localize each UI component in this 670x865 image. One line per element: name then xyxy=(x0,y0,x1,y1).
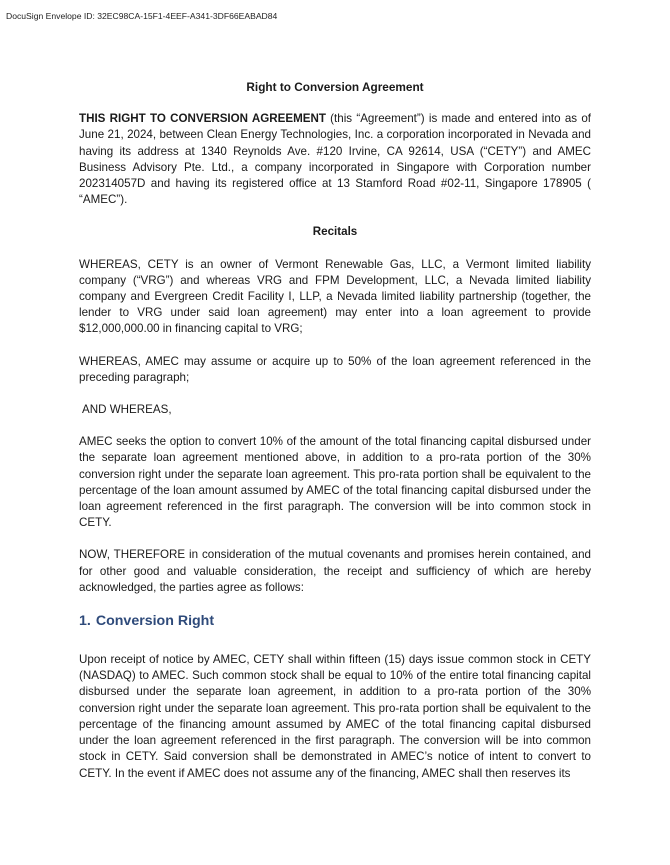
recital-paragraph: WHEREAS, AMEC may assume or acquire up to 50% of the loan agreement referenced in the preceding paragraph; xyxy=(79,354,591,384)
section-1-paragraph: Upon receipt of notice by AMEC, CETY shall within fifteen (15) days issue common stock in CETY (NASDAQ) to AMEC. Such common stock shall be equal to 10% of the entire total financing capital disbursed under the separate loan agreement, in addition to a pro-rata portion of the 30% conversion right under the separate loan agreement. This pro-rata portion shall be equivalent to the percentage of the financing amount assumed by AMEC of the total financing capital disbursed under the loan agreement referenced in the first paragraph. The conversion will be into common stock in CETY. Said conversion shall be demonstrated in AMEC’s notice of intent to convert to CETY. In the event if AMEC does not assume any of the financing, AMEC shall then reserves its xyxy=(79,653,591,780)
intro-paragraph xyxy=(79,111,591,208)
recital-paragraph: WHEREAS, CETY is an owner of Vermont Renewable Gas, LLC, a Vermont limited liability company (“VRG”) and whereas VRG and FPM Development, LLC, a Nevada limited liability company and Evergreen Credit Facility I, LLP, a Nevada limited liability partnership (together, the lender to VRG under said loan agreement) may enter into a loan agreement to provide $12,000,000.00 in financing capital to VRG; xyxy=(79,257,591,336)
document-body xyxy=(79,79,591,798)
section-1-title: Conversion Right xyxy=(95,613,215,630)
recital-paragraph: AND WHEREAS, xyxy=(82,403,172,417)
intro-text: (this “Agreement”) is made and entered into as of June 21, 2024, between Clean Energy Technologies, Inc. a corporation incorporated in Nevada and having its address at 1340 Reynolds Ave. #120 Irvine, CA 92614, USA (“CETY”) and AMEC Business Advisory Pte. Ltd., a company incorporated in Singapore with Corporation number 202314057D and having its registered office at 13 Stamford Road #02-11, Singapore 178905 ( “AMEC”). xyxy=(79,112,591,207)
document-title: Right to Conversion Agreement xyxy=(246,80,424,94)
envelope-id: DocuSign Envelope ID: 32EC98CA-15F1-4EEF-A341-3DF66EABAD84 xyxy=(6,11,278,21)
section-1-heading xyxy=(79,612,591,630)
recital-paragraph: AMEC seeks the option to convert 10% of the amount of the total financing capital disbursed under the separate loan agreement mentioned above, in addition to a pro-rata portion of the 30% conversion right under the separate loan agreement. This pro-rata portion shall be equivalent to the percentage of the loan amount assumed by AMEC of the total financing capital disbursed under the loan agreement referenced in the first paragraph. The conversion will be into common stock in CETY. xyxy=(79,435,591,530)
section-1-number: 1. xyxy=(79,613,91,630)
intro-bold-lead: THIS RIGHT TO CONVERSION AGREEMENT xyxy=(79,112,326,126)
recitals-heading: Recitals xyxy=(312,225,358,239)
recital-paragraph: NOW, THEREFORE in consideration of the mutual covenants and promises herein contained, and for other good and valuable consideration, the receipt and sufficiency of which are hereby acknowledged, the parties agree as follows: xyxy=(79,548,591,594)
